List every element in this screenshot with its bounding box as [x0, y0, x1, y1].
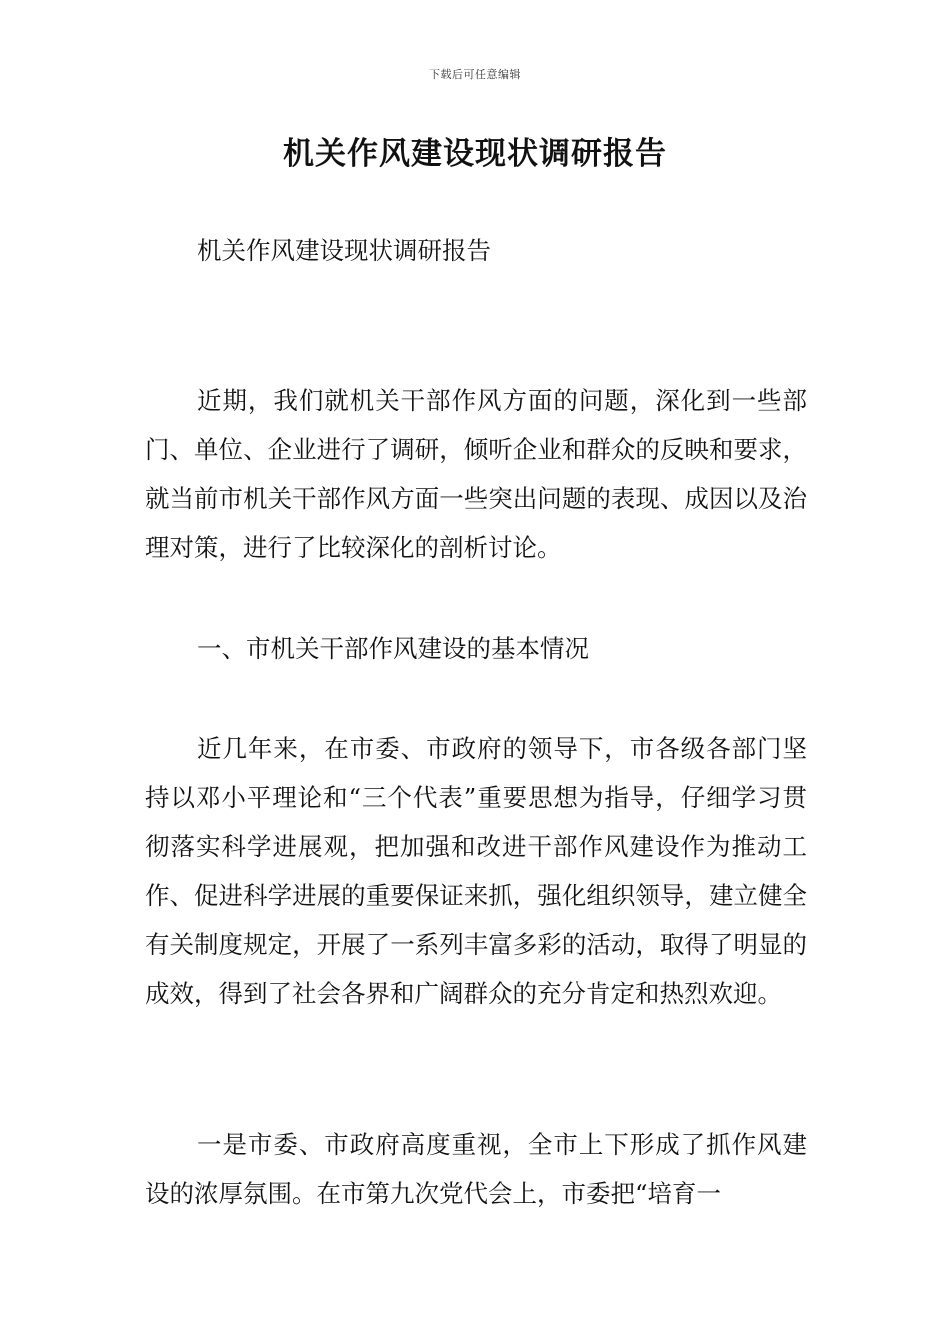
page-header-note: 下载后可任意编辑: [429, 68, 521, 81]
paragraph-intro: 近期，我们就机关干部作风方面的问题，深化到一些部门、单位、企业进行了调研，倾听企业和群众的反映和要求，就当前市机关干部作风方面一些突出问题的表现、成因以及治理对策，进行了比较深化的剖析讨论。: [145, 386, 807, 562]
section-heading: 一、市机关干部作风建设的基本情况: [197, 634, 589, 663]
document-subtitle: 机关作风建设现状调研报告: [197, 236, 491, 265]
paragraph-body: 一是市委、市政府高度重视，全市上下形成了抓作风建设的浓厚氛围。在市第九次党代会上，市委把“培育一: [145, 1130, 807, 1208]
paragraph-body: 近几年来，在市委、市政府的领导下，市各级各部门坚持以邓小平理论和“三个代表”重要思想为指导，仔细学习贯彻落实科学进展观，把加强和改进干部作风建设作为推动工作、促进科学进展的重要保证来抓，强化组织领导，建立健全有关制度规定，开展了一系列丰富多彩的活动，取得了明显的成效，得到了社会各界和广阔群众的充分肯定和热烈欢迎。: [145, 734, 807, 1008]
document-title: 机关作风建设现状调研报告: [283, 136, 667, 172]
